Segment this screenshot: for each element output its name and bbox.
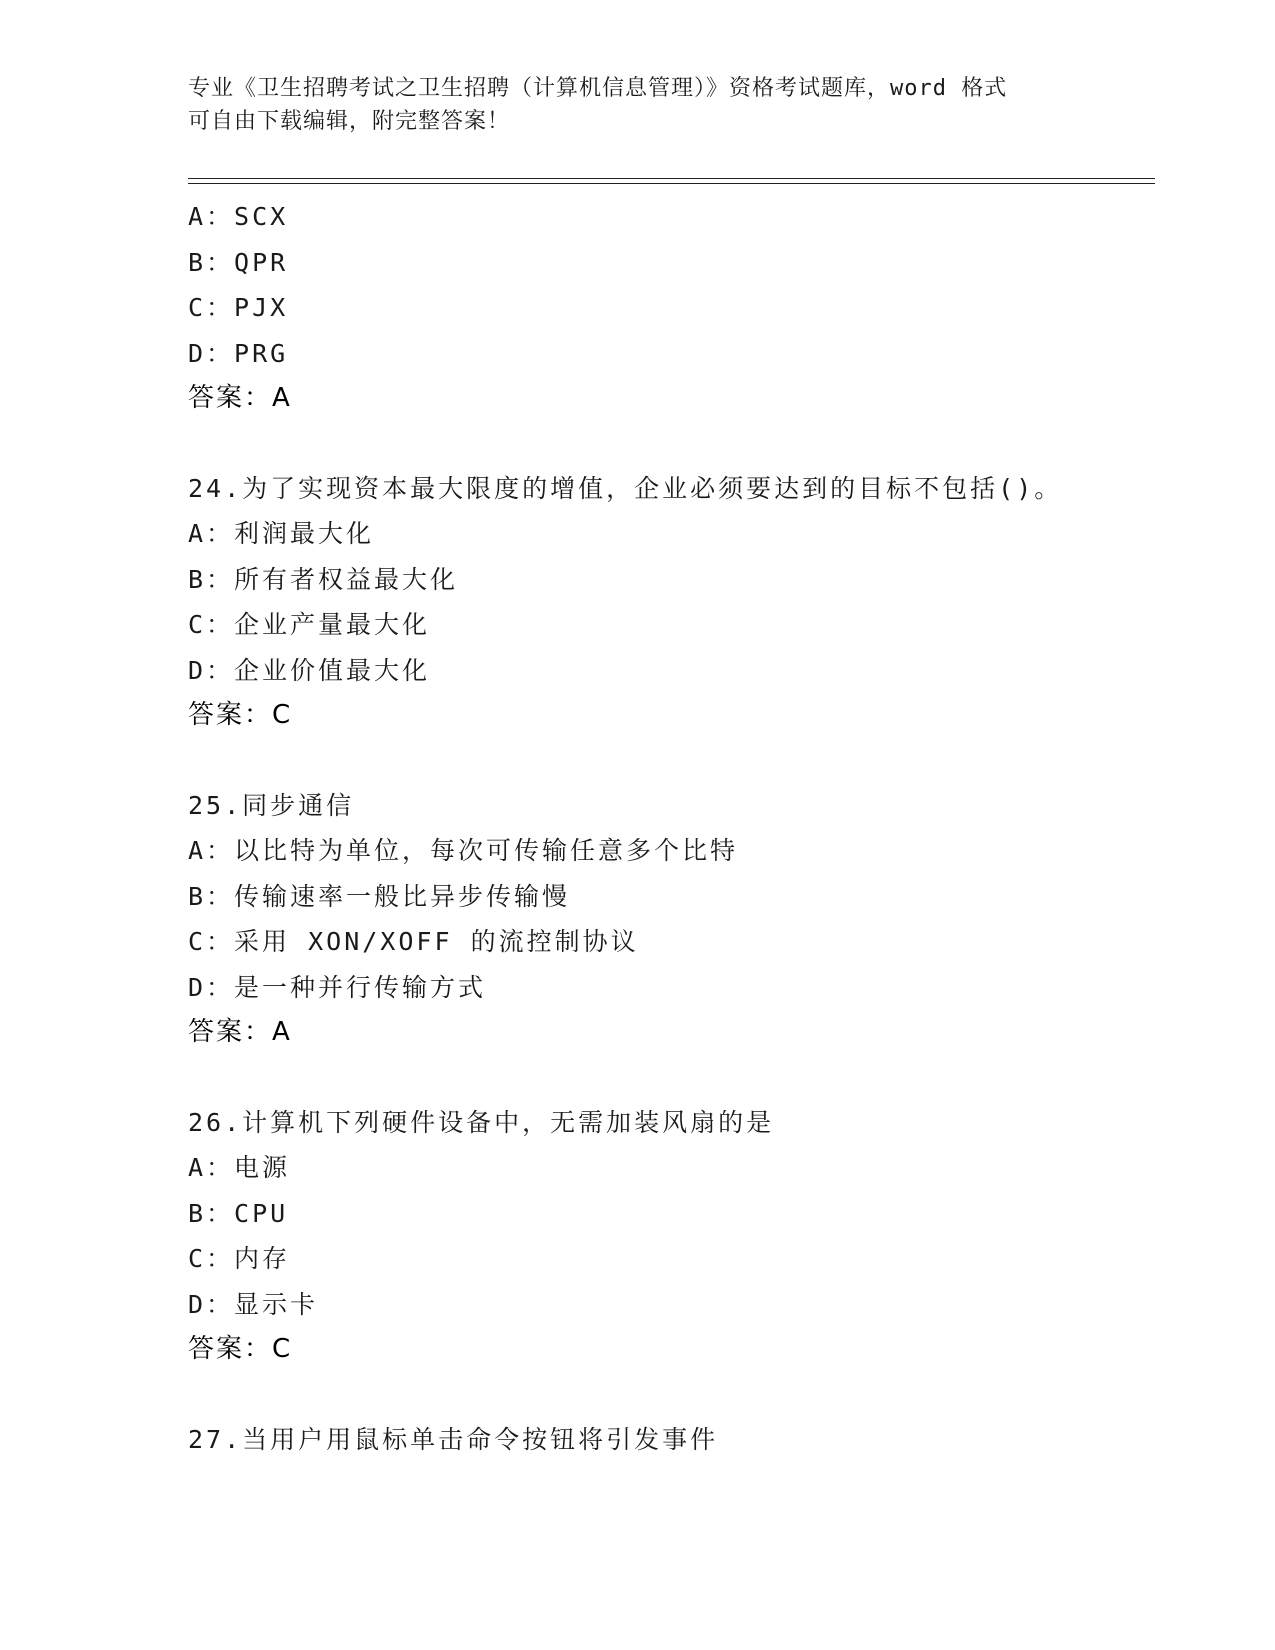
- question-block-25: [188, 783, 1148, 1056]
- answer: 答案：A: [188, 383, 292, 413]
- option-b: B：QPR: [188, 247, 289, 277]
- question-list: [188, 194, 1148, 1462]
- question-block-26: [188, 1100, 1148, 1373]
- option-d: D：企业价值最大化: [188, 655, 431, 685]
- answer: 答案：C: [188, 700, 293, 730]
- document-header: [188, 72, 1068, 138]
- option-d: D：是一种并行传输方式: [188, 972, 487, 1002]
- question-block-27: [188, 1417, 1148, 1463]
- answer: 答案：A: [188, 1017, 292, 1047]
- option-a: A：电源: [188, 1153, 291, 1182]
- option-b: B：CPU: [188, 1198, 289, 1228]
- spacer: [188, 739, 1148, 783]
- question-block-24: [188, 466, 1148, 739]
- spacer: [188, 422, 1148, 466]
- option-a: A：SCX: [188, 202, 289, 231]
- option-c: C：企业产量最大化: [188, 610, 431, 639]
- option-b: B：所有者权益最大化: [188, 564, 459, 594]
- option-c: C：采用 XON/XOFF 的流控制协议: [188, 927, 639, 956]
- spacer: [188, 1373, 1148, 1417]
- header-line-1: 专业《卫生招聘考试之卫生招聘（计算机信息管理）》资格考试题库，word 格式: [188, 76, 1008, 101]
- answer: 答案：C: [188, 1334, 293, 1364]
- option-d: D：显示卡: [188, 1289, 319, 1319]
- option-a: A：以比特为单位，每次可传输任意多个比特: [188, 836, 739, 865]
- spacer: [188, 1056, 1148, 1100]
- option-c: C：PJX: [188, 293, 289, 322]
- question-block-23: [188, 194, 1148, 422]
- option-a: A：利润最大化: [188, 519, 375, 548]
- question-text: 25.同步通信: [188, 790, 355, 820]
- question-text: 27.当用户用鼠标单击命令按钮将引发事件: [188, 1424, 719, 1454]
- option-d: D：PRG: [188, 338, 289, 368]
- header-line-2: 可自由下载编辑，附完整答案！: [188, 109, 511, 134]
- option-c: C：内存: [188, 1244, 291, 1273]
- option-b: B：传输速率一般比异步传输慢: [188, 881, 571, 911]
- question-text: 24.为了实现资本最大限度的增值，企业必须要达到的目标不包括()。: [188, 473, 1063, 503]
- question-text: 26.计算机下列硬件设备中，无需加装风扇的是: [188, 1107, 775, 1137]
- header-double-rule: [188, 178, 1155, 184]
